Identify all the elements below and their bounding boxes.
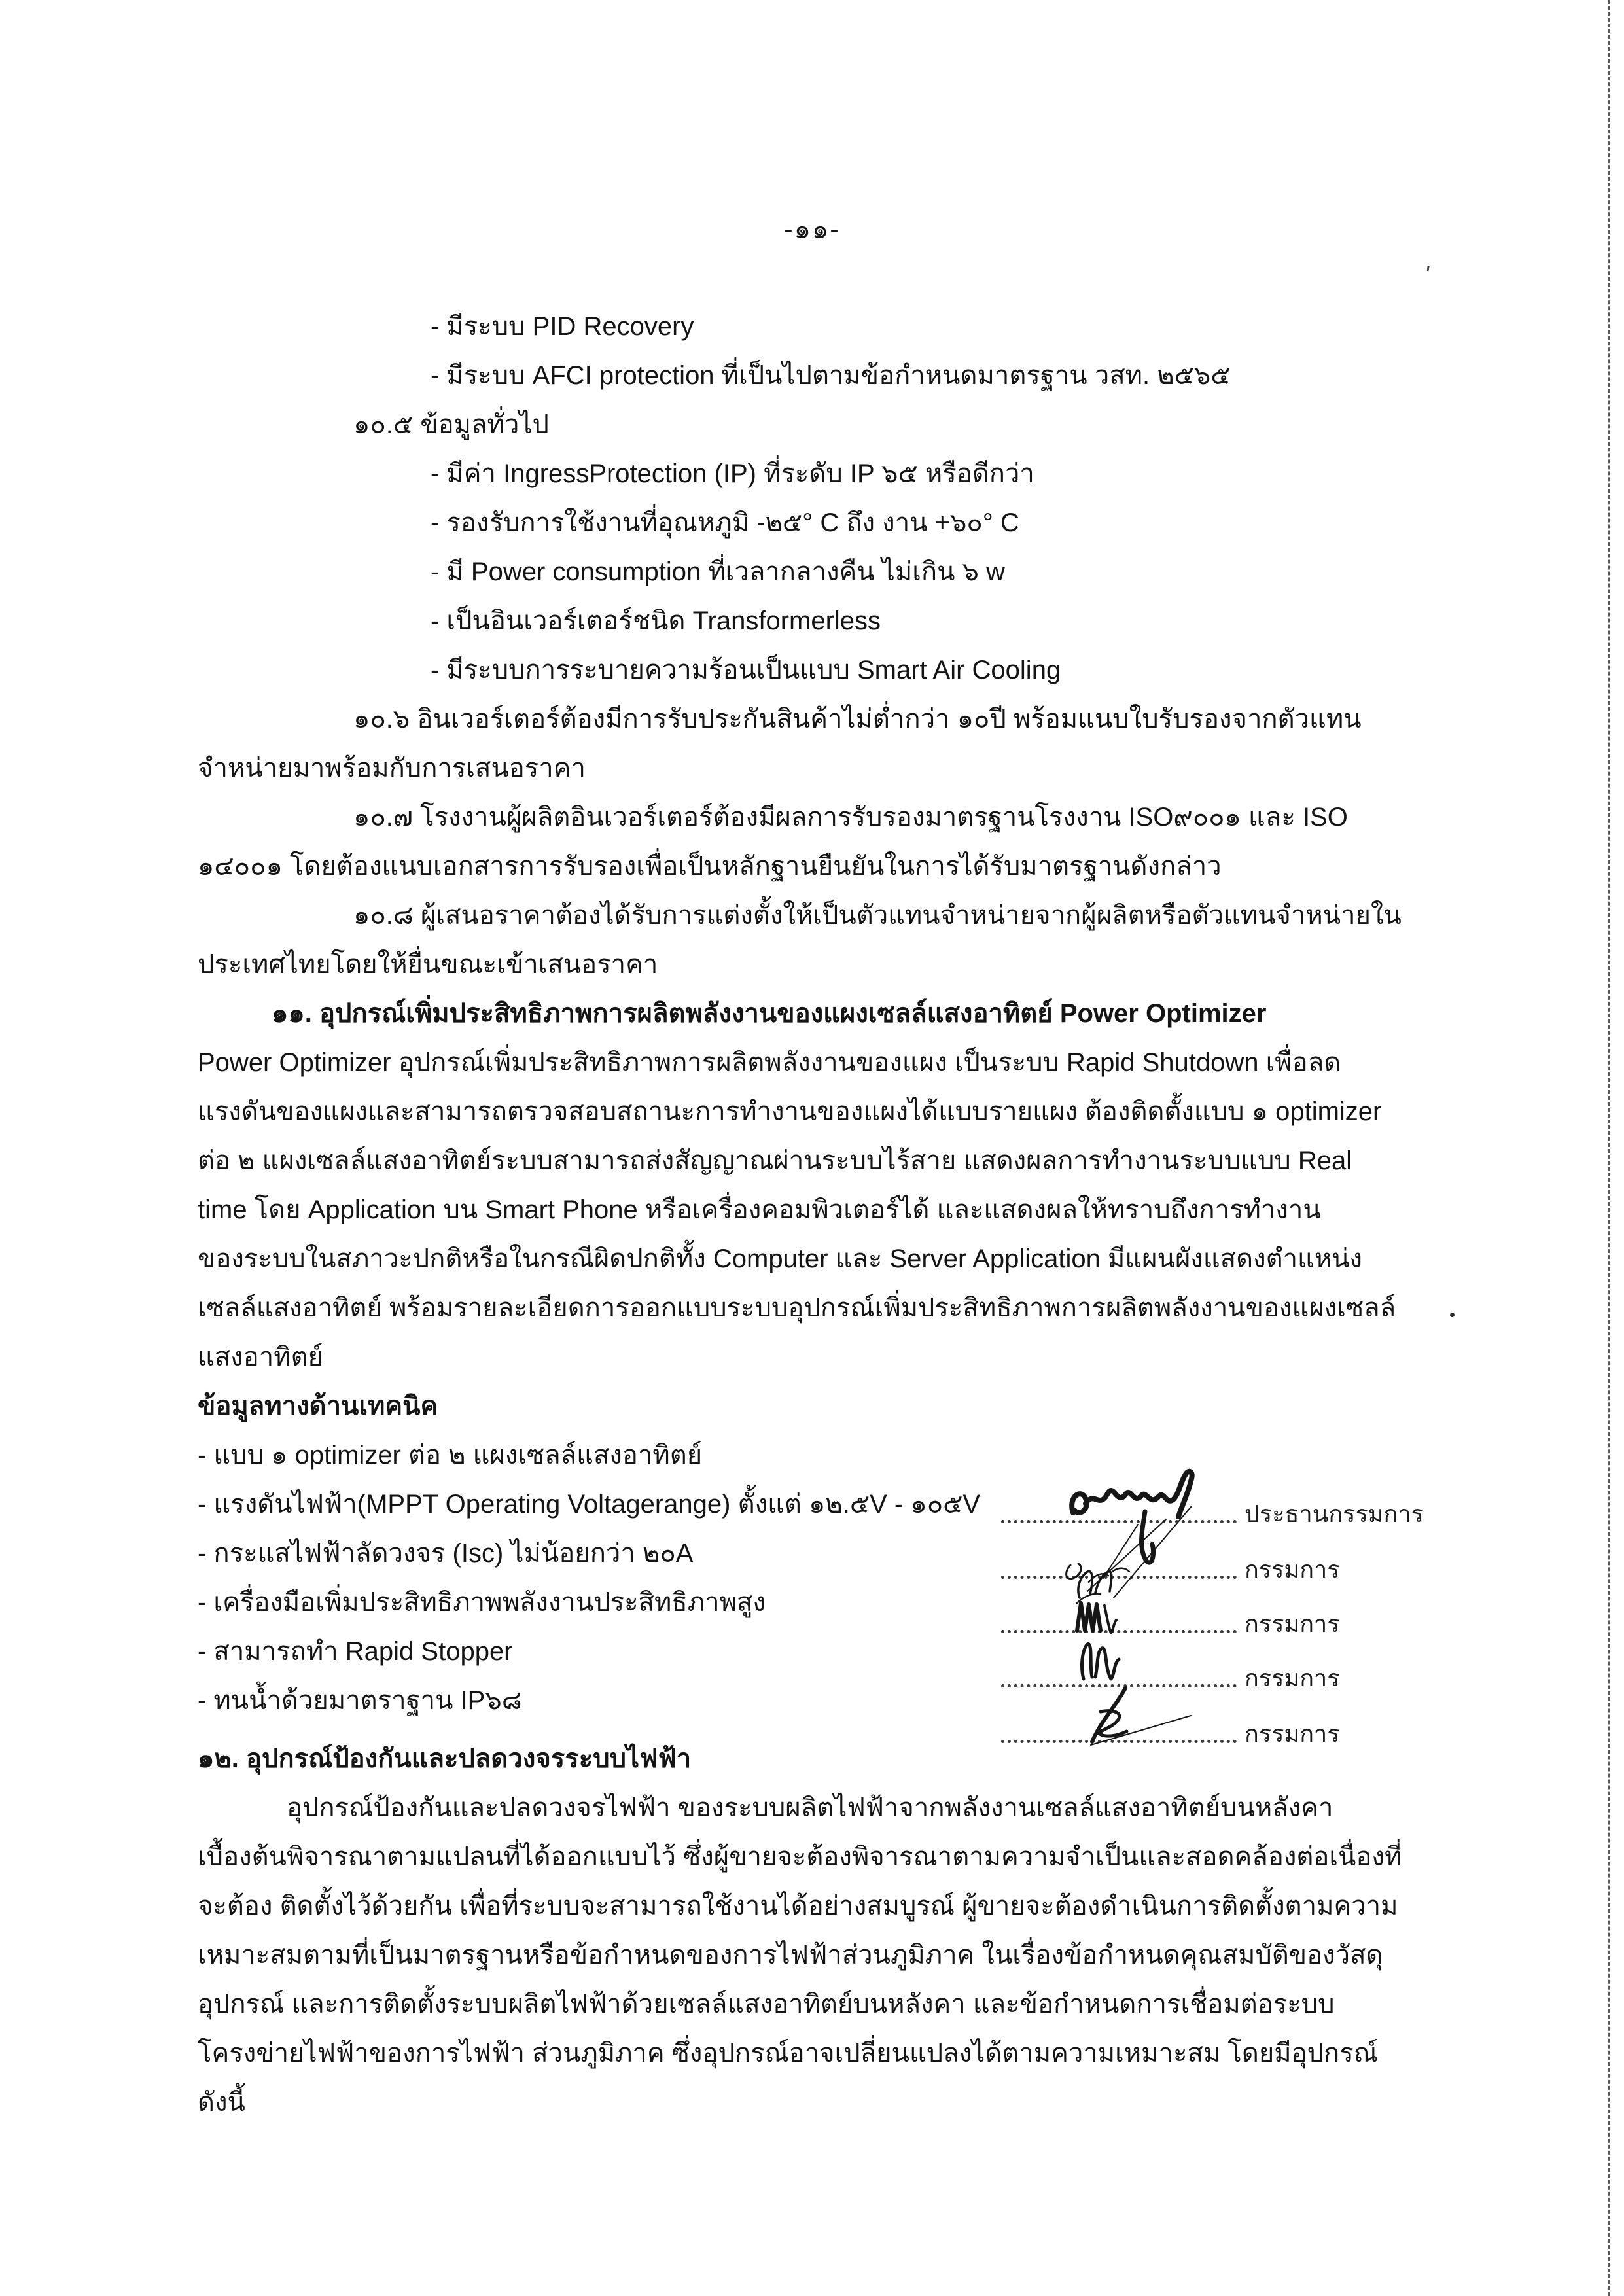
text-line: time โดย Application บน Smart Phone หรือเครื่องคอมพิวเตอร์ได้ และแสดงผลให้ทราบถึงการทำงาน xyxy=(198,1195,1321,1224)
text-line: จำหน่ายมาพร้อมกับการเสนอราคา xyxy=(198,754,586,783)
text-line: แรงดันของแผงและสามารถตรวจสอบสถานะการทำงานของแผงได้แบบรายแผง ต้องติดตั้งแบบ ๑ optimizer xyxy=(198,1097,1382,1126)
text-line: ๑๐.๘ ผู้เสนอราคาต้องได้รับการแต่งตั้งให้เป็นตัวแทนจำหน่ายจากผู้ผลิตหรือตัวแทนจำหน่ายใน xyxy=(353,901,1402,930)
text-line: ๑๐.๕ ข้อมูลทั่วไป xyxy=(353,410,549,439)
text-line: ของระบบในสภาวะปกติหรือในกรณีผิดปกติทั้ง Computer และ Server Application มีแผนผังแสดงตำแหน่ง xyxy=(198,1245,1363,1273)
page-number: -๑๑- xyxy=(784,215,840,244)
text-line: เบื้องต้นพิจารณาตามแปลนที่ได้ออกแบบไว้ ซึ่งผู้ขายจะต้องพิจารณาตามความจำเป็นและสอดคล้องต่อเนื่องที่ xyxy=(198,1843,1402,1871)
document-body xyxy=(0,302,1624,2127)
text-line: - มีระบบการระบายความร้อนเป็นแบบ Smart Air Cooling xyxy=(431,656,1061,684)
text-line: อุปกรณ์ป้องกันและปลดวงจรไฟฟ้า ของระบบผลิตไฟฟ้าจากพลังงานเซลล์แสงอาทิตย์บนหลังคา xyxy=(287,1793,1333,1822)
text-line: ๑๐.๖ อินเวอร์เตอร์ต้องมีการรับประกันสินค้าไม่ต่ำกว่า ๑๐ปี พร้อมแนบใบรับรองจากตัวแทน xyxy=(353,705,1362,733)
signature-role-label: ประธานกรรมการ xyxy=(1244,1500,1424,1527)
text-line: - กระแสไฟฟ้าลัดวงจร (Isc) ไม่น้อยกว่า ๒๐A xyxy=(198,1539,694,1568)
text-line: ๑๑. อุปกรณ์เพิ่มประสิทธิภาพการผลิตพลังงานของแผงเซลล์แสงอาทิตย์ Power Optimizer xyxy=(272,999,1267,1028)
text-line: ๑๔๐๐๑ โดยต้องแนบเอกสารการรับรองเพื่อเป็นหลักฐานยืนยันในการได้รับมาตรฐานดังกล่าว xyxy=(198,852,1222,881)
text-line: - มีค่า IngressProtection (IP) ที่ระดับ IP ๖๕ หรือดีกว่า xyxy=(431,459,1034,488)
signature-role-label: กรรมการ xyxy=(1244,1556,1340,1583)
text-line: - มีระบบ AFCI protection ที่เป็นไปตามข้อกำหนดมาตรฐาน วสท. ๒๕๖๕ xyxy=(431,361,1231,390)
text-line: ดังนี้ xyxy=(198,2088,245,2117)
text-line: ประเทศไทยโดยให้ยื่นขณะเข้าเสนอราคา xyxy=(198,950,658,979)
text-line: ต่อ ๒ แผงเซลล์แสงอาทิตย์ระบบสามารถส่งสัญญาณผ่านระบบไร้สาย แสดงผลการทำงานระบบแบบ Real xyxy=(198,1146,1352,1175)
text-line: จะต้อง ติดตั้งไว้ด้วยกัน เพื่อที่ระบบจะสามารถใช้งานได้อย่างสมบูรณ์ ผู้ขายจะต้องดำเนินการติดตั้งตามความ xyxy=(198,1892,1398,1920)
stray-dot-artifact xyxy=(1450,1313,1455,1317)
text-line: - มี Power consumption ที่เวลากลางคืน ไม่เกิน ๖ w xyxy=(431,557,1005,586)
committee-signature-4 xyxy=(1091,1688,1191,1745)
text-line: เหมาะสมตามที่เป็นมาตรฐานหรือข้อกำหนดของการไฟฟ้าส่วนภูมิภาค ในเรื่องข้อกำหนดคุณสมบัติของวัสดุ xyxy=(198,1941,1383,1969)
text-line: ๑๒. อุปกรณ์ป้องกันและปลดวงจรระบบไฟฟ้า xyxy=(198,1744,692,1773)
text-line: - เป็นอินเวอร์เตอร์ชนิด Transformerless xyxy=(431,607,881,635)
text-line: - แบบ ๑ optimizer ต่อ ๒ แผงเซลล์แสงอาทิตย์ xyxy=(198,1441,703,1470)
text-line: - มีระบบ PID Recovery xyxy=(431,312,694,341)
text-line: - ทนน้ำด้วยมาตราฐาน IP๖๘ xyxy=(198,1686,522,1715)
stray-mark-apostrophe: ' xyxy=(1423,261,1432,287)
handwritten-signatures-overlay xyxy=(949,1407,1472,1799)
text-line: - สามารถทำ Rapid Stopper xyxy=(198,1637,513,1666)
committee-signature-2 xyxy=(1077,1603,1116,1633)
text-line: - แรงดันไฟฟ้า(MPPT Operating Voltagerange) ตั้งแต่ ๑๒.๕V - ๑๐๕V xyxy=(198,1490,981,1519)
text-line: ๑๐.๗ โรงงานผู้ผลิตอินเวอร์เตอร์ต้องมีผลการรับรองมาตรฐานโรงงาน ISO๙๐๐๑ และ ISO xyxy=(353,803,1348,832)
text-line: โครงข่ายไฟฟ้าของการไฟฟ้า ส่วนภูมิภาค ซึ่งอุปกรณ์อาจเปลี่ยนแปลงได้ตามความเหมาะสม โดยมีอุปกรณ์ xyxy=(198,2039,1378,2068)
signature-role-label: กรรมการ xyxy=(1244,1610,1340,1637)
signature-role-label: กรรมการ xyxy=(1244,1720,1340,1747)
text-line: แสงอาทิตย์ xyxy=(198,1343,323,1371)
text-line: ข้อมูลทางด้านเทคนิค xyxy=(198,1392,438,1421)
text-line: อุปกรณ์ และการติดตั้งระบบผลิตไฟฟ้าด้วยเซลล์แสงอาทิตย์บนหลังคา และข้อกำหนดการเชื่อมต่อระบบ xyxy=(198,1990,1335,2019)
committee-signature-3 xyxy=(1082,1644,1119,1679)
text-line: Power Optimizer อุปกรณ์เพิ่มประสิทธิภาพการผลิตพลังงานของแผง เป็นระบบ Rapid Shutdown เพื่อลด xyxy=(198,1048,1341,1077)
chairman-signature xyxy=(1067,1472,1192,1598)
text-line: - รองรับการใช้งานที่อุณหภูมิ -๒๕° C ถึง งาน +๖๐° C xyxy=(431,508,1019,537)
scan-edge-artifact-line xyxy=(1608,0,1610,2296)
text-line: เซลล์แสงอาทิตย์ พร้อมรายละเอียดการออกแบบระบบอุปกรณ์เพิ่มประสิทธิภาพการผลิตพลังงานของแผงเซลล์ xyxy=(198,1294,1396,1322)
text-line: - เครื่องมือเพิ่มประสิทธิภาพพลังงานประสิทธิภาพสูง xyxy=(198,1588,766,1617)
signature-role-label: กรรมการ xyxy=(1244,1665,1340,1691)
